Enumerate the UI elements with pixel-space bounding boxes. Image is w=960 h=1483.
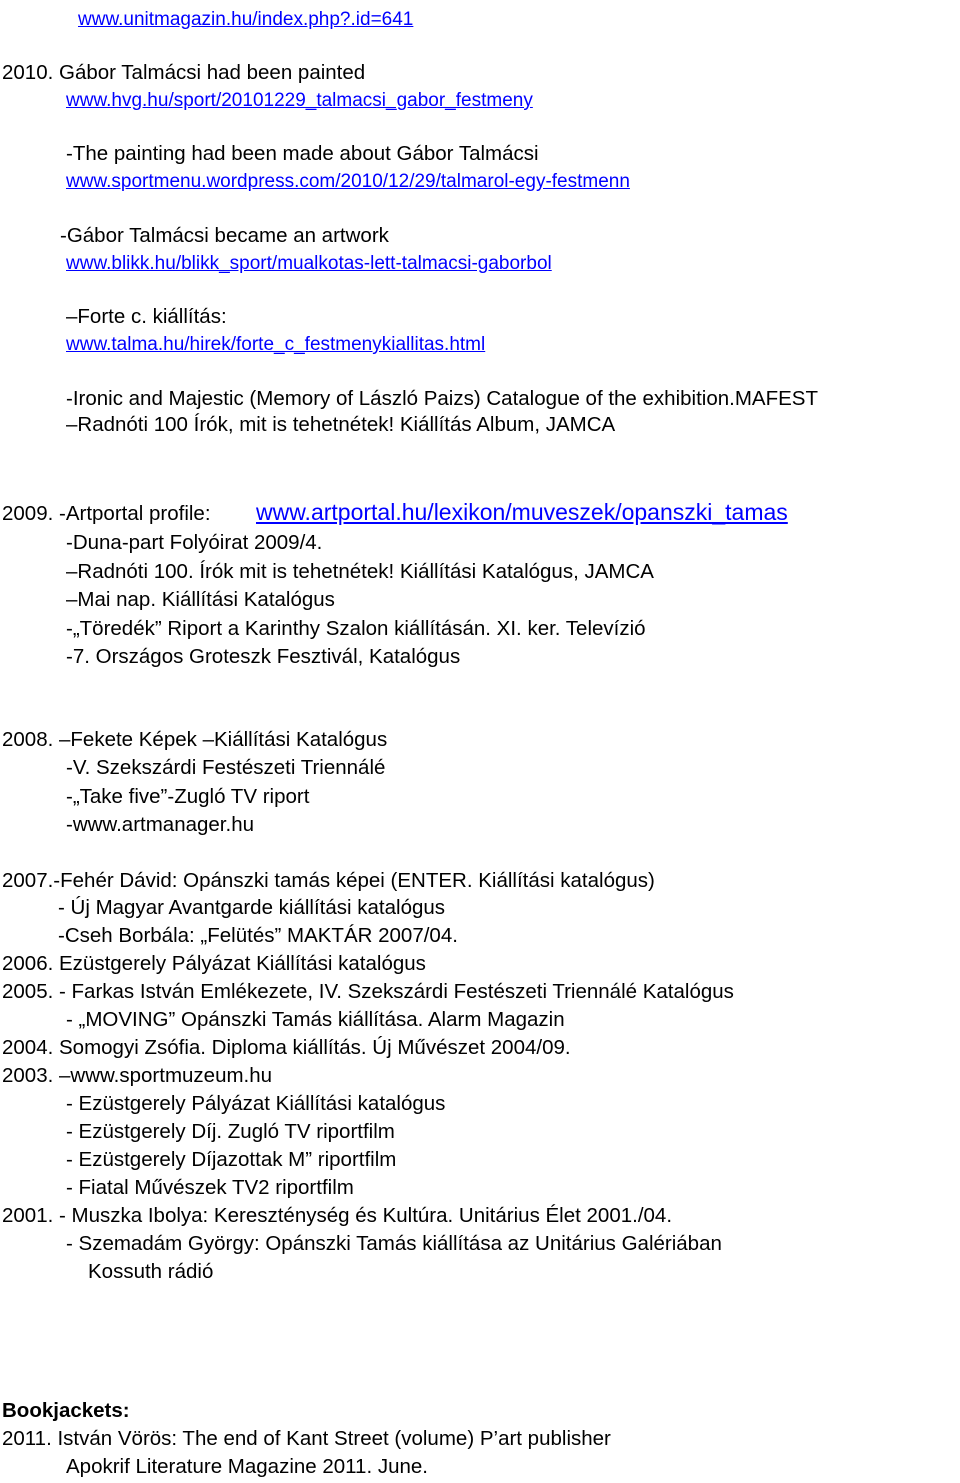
entry-uj-magyar: - Új Magyar Avantgarde kiállítási katalógus [58,896,446,919]
entry-take-five: -„Take five”-Zugló TV riport [66,785,310,808]
entry-ezustgerely-dijazottak: - Ezüstgerely Díjazottak M” riportfilm [66,1148,397,1171]
entry-2009-artportal: 2009. -Artportal profile: [2,502,211,525]
link-blikk[interactable]: www.blikk.hu/blikk_sport/mualkotas-lett-talmacsi-gaborbol [66,253,552,274]
entry-fiatal-muveszek: - Fiatal Művészek TV2 riportfilm [66,1176,354,1199]
entry-2003: 2003. –www.sportmuzeum.hu [2,1064,273,1087]
entry-2006: 2006. Ezüstgerely Pályázat Kiállítási katalógus [2,952,426,975]
entry-mai-nap: –Mai nap. Kiállítási Katalógus [66,588,335,611]
entry-2004: 2004. Somogyi Zsófia. Diploma kiállítás. Új Művészet 2004/09. [2,1036,571,1059]
entry-moving: - „MOVING” Opánszki Tamás kiállítása. Alarm Magazin [66,1008,565,1031]
entry-toredek: -„Töredék” Riport a Karinthy Szalon kiállításán. XI. ker. Televízió [66,617,646,640]
entry-cseh-borbala: -Cseh Borbála: „Felütés” MAKTÁR 2007/04. [58,924,458,947]
entry-groteszk: -7. Országos Groteszk Fesztivál, Katalógus [66,645,461,668]
entry-ezustgerely-dij: - Ezüstgerely Díj. Zugló TV riportfilm [66,1120,395,1143]
entry-2008-fekete: 2008. –Fekete Képek –Kiállítási Katalógus [2,728,388,751]
entry-2001: 2001. - Muszka Ibolya: Kereszténység és Kultúra. Unitárius Élet 2001./04. [2,1204,673,1227]
entry-2007-feher: 2007.-Fehér Dávid: Opánszki tamás képei (ENTER. Kiállítási katalógus) [2,869,655,892]
link-hvg[interactable]: www.hvg.hu/sport/20101229_talmacsi_gabor_festmeny [66,90,533,111]
link-sportmenu[interactable]: www.sportmenu.wordpress.com/2010/12/29/talmarol-egy-festmenn [66,171,630,192]
entry-triennale-v: -V. Szekszárdi Festészeti Triennálé [66,756,386,779]
entry-kossuth-radio: Kossuth rádió [88,1260,214,1283]
link-talma[interactable]: www.talma.hu/hirek/forte_c_festmenykiallitas.html [66,334,486,355]
entry-ironic-majestic: -Ironic and Majestic (Memory of László Paizs) Catalogue of the exhibition.MAFEST [66,387,818,410]
link-artportal[interactable]: www.artportal.hu/lexikon/muveszek/opanszki_tamas [256,499,788,525]
entry-ezustgerely-palyazat: - Ezüstgerely Pályázat Kiállítási katalógus [66,1092,446,1115]
entry-became-artwork: -Gábor Talmácsi became an artwork [60,224,389,247]
entry-artmanager: -www.artmanager.hu [66,813,255,836]
entry-painting-made: -The painting had been made about Gábor Talmácsi [66,142,539,165]
entry-duna-part: -Duna-part Folyóirat 2009/4. [66,531,323,554]
section-heading-bookjackets: Bookjackets: [2,1399,130,1422]
entry-radnoti-album: –Radnóti 100 Írók, mit is tehetnétek! Kiállítás Album, JAMCA [66,413,616,436]
entry-2010-title: 2010. Gábor Talmácsi had been painted [2,61,366,84]
entry-apokrif: Apokrif Literature Magazine 2011. June. [66,1455,429,1478]
entry-radnoti-katalogus: –Radnóti 100. Írók mit is tehetnétek! Kiállítási Katalógus, JAMCA [66,560,654,583]
link-unitmagazin[interactable]: www.unitmagazin.hu/index.php?.id=641 [78,9,414,30]
entry-2011-istvan-voros: 2011. István Vörös: The end of Kant Street (volume) P’art publisher [2,1427,611,1450]
entry-szemadam: - Szemadám György: Opánszki Tamás kiállítása az Unitárius Galériában [66,1232,722,1255]
entry-forte: –Forte c. kiállítás: [66,305,227,328]
entry-2005: 2005. - Farkas István Emlékezete, IV. Szekszárdi Festészeti Triennálé Katalógus [2,980,734,1003]
